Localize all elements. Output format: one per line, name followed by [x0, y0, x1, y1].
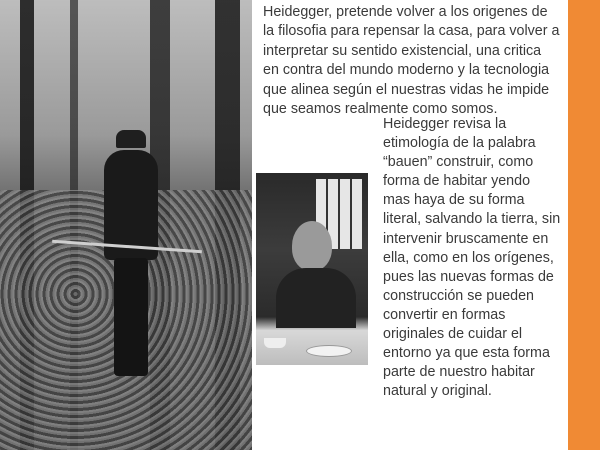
heidegger-portrait-photo [256, 173, 368, 365]
text-line: interpretar su sentido existencial, una critica [263, 42, 542, 59]
text-line: natural y original. [383, 383, 492, 400]
text-line: Heidegger revisa la [383, 116, 507, 132]
text-line: literal, salvando la tierra, sin [383, 211, 561, 228]
text-line: la filosofia para repensar la casa, para volver a [263, 23, 560, 40]
text-line: que seamos realmente como somos. [263, 101, 498, 118]
legs [114, 258, 148, 376]
text-line: convertir en formas [383, 306, 506, 323]
text-line: intervenir bruscamente en [383, 230, 549, 247]
man-walking-figure [100, 130, 162, 380]
text-line: mas haya de su forma [383, 192, 525, 209]
text-line: construcción se pueden [383, 287, 535, 304]
text-line: originales de cuidar el [383, 326, 523, 343]
text-line: entorno ya que esta forma [383, 345, 550, 362]
text-line: forma de habitar yendo [383, 173, 531, 190]
orange-accent-bar [568, 0, 600, 450]
text-line: etimología de la palabra [383, 135, 536, 152]
torso [276, 268, 356, 328]
text-line: ella, como en los orígenes, [383, 249, 554, 266]
plate [306, 345, 352, 357]
head [292, 221, 332, 271]
cup [264, 338, 286, 348]
bauen-paragraph [383, 115, 568, 401]
text-line: Heidegger, pretende volver a los origenes de [263, 4, 548, 20]
text-line: pues las nuevas formas de [383, 268, 554, 285]
text-line: “bauen” construir, como [383, 154, 534, 171]
intro-paragraph [263, 3, 568, 119]
text-line: parte de nuestro habitar [383, 364, 535, 381]
forest-walk-photo [0, 0, 252, 450]
hat [116, 130, 146, 148]
text-line: en contra del mundo moderno y la tecnologia [263, 62, 550, 79]
text-line: que alinea según el nuestras vidas he impide [263, 81, 550, 98]
